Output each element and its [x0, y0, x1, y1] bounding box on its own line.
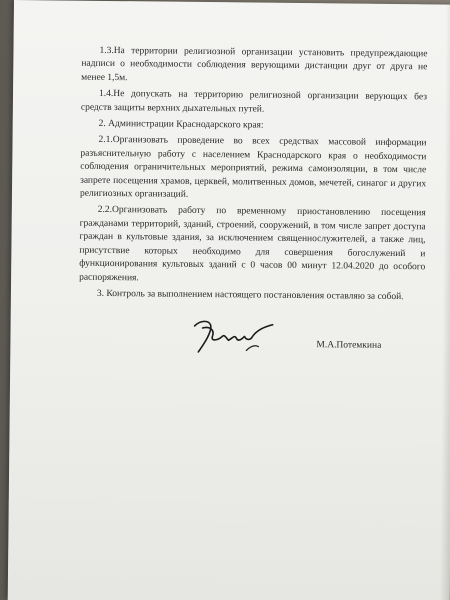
document-body — [78, 45, 427, 359]
paragraph-2: 2. Администрации Краснодарского края: — [98, 118, 264, 131]
paragraph-3: 3. Контроль за выполнением настоящего постановления оставляю за собой. — [96, 288, 404, 303]
paragraph-2-2: 2.2.Организовать работу по временному приостановлению посещения гражданами территорий, зданий, строений, сооружений, в том числе запрет доступа граждан в культовые здания, за исключением священнослужителей, а также лиц, присутствие которых необходимо для совершения богослужений и функционирования культовых зданий с 0 часов 00 минут 12.04.2020 до особого распоряжения. — [79, 205, 426, 283]
handwritten-signature — [188, 316, 278, 357]
paragraph-1-3: 1.3.На территории религиозной организации установить предупреждающие надписи о необходимости соблюдения верующими дистанции друг от друга не менее 1,5м. — [81, 45, 428, 84]
document-page — [8, 0, 450, 600]
signature-block — [78, 315, 424, 359]
paragraph-1-4: 1.4.Не допускать на территорию религиозной организации верующих без средств защиты верхних дыхательных путей. — [80, 89, 428, 115]
paragraph-2-1: 2.1.Организовать проведение во всех средствах массовой информации разъяснительную работу с населением Краснодарского края о необходимости соблюдения ограничительных мероприятий, режима самоизоляции, в том числе запрете посещения храмов, церквей, молитвенных домов, мечетей, синагог и других религиозных организаций. — [79, 135, 427, 200]
signer-name: М.А.Потемкина — [316, 340, 382, 352]
